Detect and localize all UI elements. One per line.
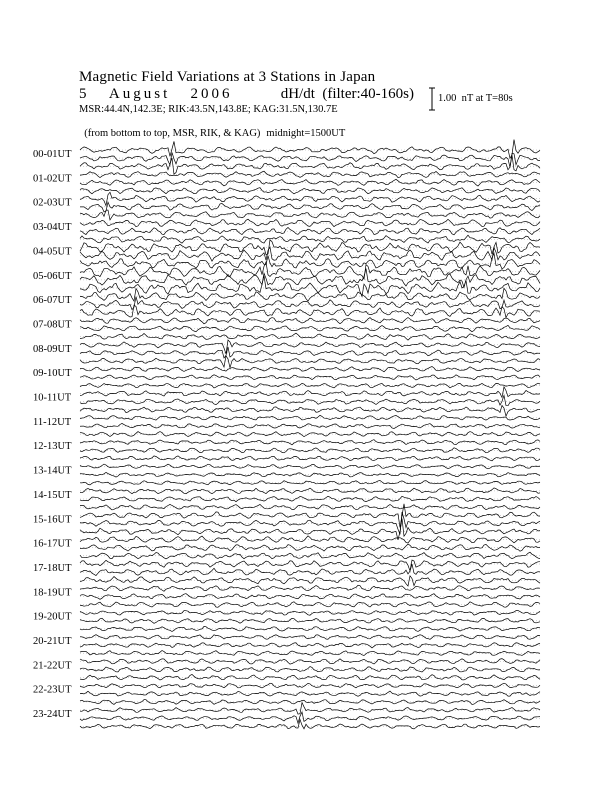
trace-RIK — [80, 496, 540, 501]
row-label: 15-16UT — [33, 514, 72, 526]
row-label: 17-18UT — [33, 562, 72, 574]
row-label: 22-23UT — [33, 684, 72, 696]
row-label: 09-10UT — [33, 368, 72, 380]
station-order-note: (from bottom to top, MSR, RIK, & KAG) — [84, 128, 261, 139]
row-label: 18-19UT — [33, 587, 72, 599]
scale-label: 1.00 nT at T=80s — [438, 93, 513, 104]
trace-KAG — [80, 674, 540, 680]
trace-MSR — [80, 464, 540, 469]
row-label: 20-21UT — [33, 636, 72, 647]
trace-MSR — [80, 683, 540, 688]
row-label: 03-04UT — [33, 222, 72, 234]
trace-MSR — [80, 560, 540, 571]
trace-MSR — [80, 611, 540, 616]
station-coordinates: MSR:44.4N,142.3E; RIK:43.5N,143.8E; KAG:31.5N,130.7E — [79, 104, 338, 115]
trace-RIK — [80, 712, 540, 723]
trace-KAG — [80, 552, 540, 559]
row-label: 21-22UT — [33, 660, 72, 672]
trace-MSR — [80, 703, 540, 715]
trace-KAG — [80, 700, 540, 705]
trace-KAG — [80, 405, 540, 416]
trace-RIK — [80, 153, 540, 168]
trace-RIK — [80, 667, 540, 673]
trace-RIK — [80, 247, 540, 261]
trace-RIK — [80, 564, 540, 575]
row-label: 04-05UT — [33, 246, 72, 258]
row-label: 11-12UT — [33, 416, 72, 428]
trace-KAG — [80, 519, 540, 540]
trace-RIK — [80, 269, 540, 288]
row-label: 05-06UT — [33, 270, 72, 282]
trace-MSR — [80, 387, 540, 398]
row-label: 14-15UT — [33, 489, 72, 501]
trace-RIK — [80, 643, 540, 648]
trace-MSR — [80, 192, 540, 205]
trace-KAG — [80, 576, 540, 586]
trace-KAG — [80, 720, 540, 729]
trace-KAG — [80, 383, 540, 388]
scale-bar — [429, 88, 435, 110]
row-label: 00-01UT — [33, 149, 72, 160]
trace-KAG — [80, 356, 540, 368]
row-label: 13-14UT — [33, 465, 72, 477]
row-label: 07-08UT — [33, 319, 72, 331]
row-label: 08-09UT — [33, 343, 72, 355]
trace-KAG — [80, 305, 540, 317]
midnight-note: midnight=1500UT — [266, 128, 346, 139]
row-label: 02-03UT — [33, 197, 72, 209]
row-label: 16-17UT — [33, 538, 72, 550]
trace-KAG — [80, 276, 540, 297]
row-label: 12-13UT — [33, 441, 72, 453]
trace-KAG — [80, 481, 540, 485]
trace-KAG — [80, 235, 540, 243]
trace-RIK — [80, 347, 540, 358]
row-label: 23-24UT — [33, 709, 72, 721]
chart-date: 5 August 2006 — [79, 86, 233, 102]
row-label: 01-02UT — [33, 173, 72, 185]
row-label: 10-11UT — [33, 392, 72, 404]
trace-MSR — [80, 659, 540, 665]
trace-KAG — [80, 210, 540, 220]
row-label: 06-07UT — [33, 295, 72, 307]
chart-title: Magnetic Field Variations at 3 Stations in Japan — [79, 69, 376, 85]
trace-RIK — [80, 395, 540, 405]
trace-MSR — [80, 367, 540, 372]
row-label: 19-20UT — [33, 611, 72, 623]
quantity-filter: dH/dt (filter:40-160s) — [280, 86, 414, 102]
